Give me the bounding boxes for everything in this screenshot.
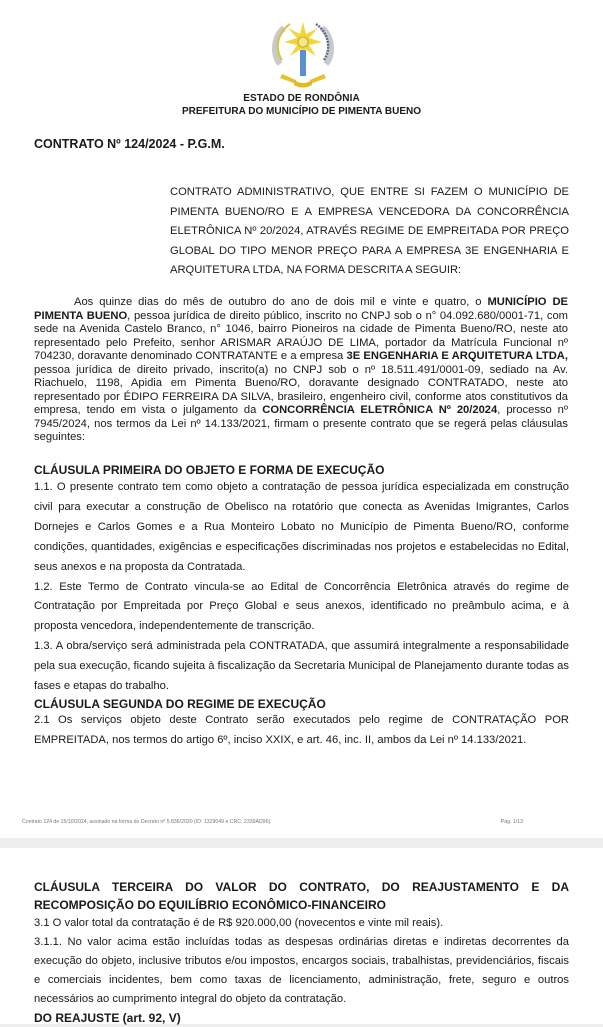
preamble-text-1: Aos quinze dias do mês de outubro do ano de dois mil e vinte e quatro, o — [74, 296, 488, 308]
clause-3-body — [34, 914, 569, 1027]
contract-title: CONTRATO Nº 124/2024 - P.G.M. — [34, 137, 225, 151]
contracted-company: 3E ENGENHARIA E ARQUITETURA LTDA, — [346, 350, 568, 362]
preamble-paragraph — [34, 296, 568, 445]
clause-item: 1.1. O presente contrato tem como objeto a contratação de pessoa jurídica especializada em construção civil para executar a construção de Obelisco na rotatório que conecta as Avenidas Imigrantes, Carlos Dornejes e Carlos Gomes e a Rua Monteiro Lobato no Município de Pimenta Bueno/RO, conforme condições, quantidades, exigências e especificações discriminadas nos projetos e estabelecidas no Edital, seus anexos e na proposta da Contratada. — [34, 481, 569, 573]
readjustment-subheading: DO REAJUSTE (art. 92, V) — [34, 1010, 181, 1025]
clause-1-body — [34, 478, 569, 697]
contractor-municipality: MUNICÍPIO DE PIMENTA BUENO — [34, 296, 568, 322]
preamble-text-3: pessoa jurídica de direito privado, inscrito(a) no CNPJ sob o nº 18.511.491/0001-09, sediado na Av. Riachuelo, 1198, Apidia em Pimenta Bueno/RO, doravante designado CONTRATADO, neste ato representado por ÉDIPO FERREIRA DA SILVA, brasileiro, engenheiro civil, conforme atos constitutivos da empresa, tendo em vista o julgamento da — [34, 363, 568, 416]
clause-1-title: CLÁUSULA PRIMEIRA DO OBJETO E FORMA DE EXECUÇÃO — [34, 463, 385, 477]
clause-item: 3.1 O valor total da contratação é de R$ 920.000,00 (novecentos e vinte mil reais). — [34, 917, 444, 929]
page-number: Pág. 1/13 — [500, 819, 523, 825]
state-name: ESTADO DE RONDÔNIA — [243, 93, 360, 104]
clause-3-title-line-2: RECOMPOSIÇÃO DO EQUILÍBRIO ECONÔMICO-FINANCEIRO — [34, 898, 387, 912]
clause-3-title-line-1: CLÁUSULA TERCEIRA DO VALOR DO CONTRATO, DO REAJUSTAMENTO E DA — [34, 880, 569, 894]
clause-2-body — [34, 711, 569, 751]
preamble-text-2: , pessoa jurídica de direito público, inscrito no CNPJ sob o n° 04.092.680/0001-71, com sede na Avenida Castelo Branco, n° 1046, bairro Pioneiros na cidade de Pimenta Bueno/RO, neste ato representado pelo Prefeito, senhor ARISMAR ARAÚJO DE LIMA, portador da Matrícula Funcional nº 704230, doravante denominado CONTRATANTE e a empresa — [34, 309, 568, 362]
clause-3-title — [34, 878, 569, 914]
clause-item: 1.2. Este Termo de Contrato vincula-se ao Edital de Concorrência Eletrônica através do regime de Contratação por Empreitada por Preço Global e seus anexos, identificado no preâmbulo acima, e à proposta vencedora, independentemente de transcrição. — [34, 580, 569, 633]
clause-2-title: CLÁUSULA SEGUNDA DO REGIME DE EXECUÇÃO — [34, 697, 326, 711]
preamble-text-4: , processo nº 7945/2024, nos termos da Lei nº 14.133/2021, firmam o presente contrato que se regerá pelas cláusulas seguintes: — [34, 404, 568, 443]
coat-of-arms-icon — [268, 14, 338, 90]
contract-summary: CONTRATO ADMINISTRATIVO, QUE ENTRE SI FAZEM O MUNICÍPIO DE PIMENTA BUENO/RO E A EMPRESA VENCEDORA DA CONCORRÊNCIA ELETRÔNICA Nº 20/2024, ATRAVÉS REGIME DE EMPREITADA POR PREÇO GLOBAL DO TIPO MENOR PREÇO PARA A EMPRESA 3E ENGENHARIA E ARQUITETURA LTDA, NA FORMA DESCRITA A SEGUIR: — [170, 186, 569, 277]
clause-item: 1.3. A obra/serviço será administrada pela CONTRATADA, que assumirá integralmente a responsabilidade pela sua execução, ficando sujeita à fiscalização da Secretaria Municipal de Planejamento durante todas as fases e etapas do trabalho. — [34, 640, 569, 693]
prefecture-name: PREFEITURA DO MUNICÍPIO DE PIMENTA BUENO — [181, 106, 422, 117]
clause-item: 3.1.1. No valor acima estão incluídas todas as despesas ordinárias diretas e indiretas decorrentes da execução do objeto, inclusive tributos e/ou impostos, encargos sociais, trabalhistas, previdenciários, fiscais e comerciais incidentes, bem como taxas de licenciamento, administração, frete, seguro e outros necessários ao cumprimento integral do objeto da contratação. — [34, 935, 569, 1005]
clause-item: 2.1 Os serviços objeto deste Contrato serão executados pelo regime de CONTRATAÇÃO POR EMPREITADA, nos termos do artigo 6º, inciso XXIX, e art. 46, inc. II, ambos da Lei nº 14.133/2021. — [34, 714, 569, 746]
page-footer-signature-note: Contrato 124 de 15/10/2024, assinado na forma do Decreto nº 5.836/2020 (ID: 1329049 e CRC: 2339AD96). — [22, 819, 272, 825]
tender-reference: CONCORRÊNCIA ELETRÔNICA Nº 20/2024 — [262, 404, 498, 416]
